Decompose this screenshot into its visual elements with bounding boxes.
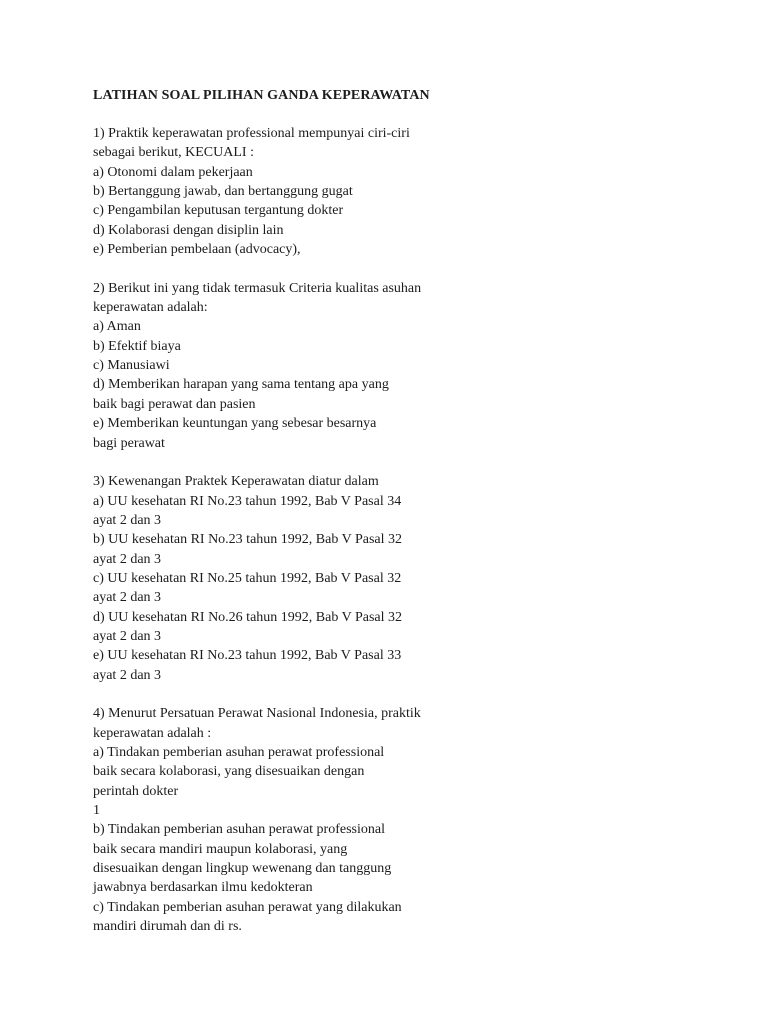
q4-option-b-cont: jawabnya berdasarkan ilmu kedokteran [93, 880, 313, 896]
q1-option-b: b) Bertanggung jawab, dan bertanggung gugat [93, 184, 353, 200]
q4-line: 4) Menurut Persatuan Perawat Nasional Indonesia, praktik [93, 706, 421, 722]
q3-option-c-cont: ayat 2 dan 3 [93, 590, 162, 606]
q3-option-a: a) UU kesehatan RI No.23 tahun 1992, Bab V Pasal 34 [93, 493, 402, 509]
q1-option-a: a) Otonomi dalam pekerjaan [93, 164, 253, 180]
q2-line: keperawatan adalah: [93, 300, 208, 316]
q4-option-b-cont: disesuaikan dengan lingkup wewenang dan tanggung [93, 861, 392, 877]
q3-option-e: e) UU kesehatan RI No.23 tahun 1992, Bab V Pasal 33 [93, 648, 402, 664]
q4-option-c-cont: mandiri dirumah dan di rs. [93, 919, 242, 935]
question-3 [93, 472, 513, 685]
question-1 [93, 124, 513, 259]
q2-option-a: a) Aman [93, 319, 141, 335]
q2-line: 2) Berikut ini yang tidak termasuk Criteria kualitas asuhan [93, 280, 422, 296]
q3-line: 3) Kewenangan Praktek Keperawatan diatur dalam [93, 474, 379, 490]
q2-option-e: e) Memberikan keuntungan yang sebesar besarnya [93, 416, 377, 432]
q3-option-b: b) UU kesehatan RI No.23 tahun 1992, Bab V Pasal 32 [93, 532, 402, 548]
q1-option-d: d) Kolaborasi dengan disiplin lain [93, 222, 284, 238]
q2-option-d: d) Memberikan harapan yang sama tentang apa yang [93, 377, 389, 393]
q3-option-a-cont: ayat 2 dan 3 [93, 512, 162, 528]
q2-option-c: c) Manusiawi [93, 358, 170, 374]
q4-option-a-cont: baik secara kolaborasi, yang disesuaikan dengan [93, 764, 365, 780]
q3-option-d: d) UU kesehatan RI No.26 tahun 1992, Bab V Pasal 32 [93, 609, 402, 625]
q2-option-e-cont: bagi perawat [93, 435, 165, 451]
q3-option-d-cont: ayat 2 dan 3 [93, 628, 162, 644]
q3-option-c: c) UU kesehatan RI No.25 tahun 1992, Bab V Pasal 32 [93, 570, 402, 586]
document-title: LATIHAN SOAL PILIHAN GANDA KEPERAWATAN [93, 88, 430, 103]
q2-option-d-cont: baik bagi perawat dan pasien [93, 396, 256, 412]
q1-line: 1) Praktik keperawatan professional mempunyai ciri-ciri [93, 126, 410, 141]
q1-option-c: c) Pengambilan keputusan tergantung dokter [93, 203, 344, 219]
q2-option-b: b) Efektif biaya [93, 338, 181, 354]
q4-option-a: a) Tindakan pemberian asuhan perawat professional [93, 745, 385, 760]
q1-line: sebagai berikut, KECUALI : [93, 145, 254, 161]
q3-option-b-cont: ayat 2 dan 3 [93, 551, 162, 567]
question-2 [93, 279, 513, 453]
q4-line: keperawatan adalah : [93, 725, 212, 741]
page-number: 1 [93, 803, 100, 819]
q4-option-a-cont: perintah dokter [93, 783, 179, 799]
document-page [93, 86, 513, 956]
q4-option-b: b) Tindakan pemberian asuhan perawat professional [93, 822, 385, 838]
q4-option-c: c) Tindakan pemberian asuhan perawat yang dilakukan [93, 899, 402, 915]
q3-option-e-cont: ayat 2 dan 3 [93, 667, 162, 683]
q4-option-b-cont: baik secara mandiri maupun kolaborasi, yang [93, 841, 348, 857]
q1-option-e: e) Pemberian pembelaan (advocacy), [93, 242, 301, 258]
question-4 [93, 704, 513, 936]
